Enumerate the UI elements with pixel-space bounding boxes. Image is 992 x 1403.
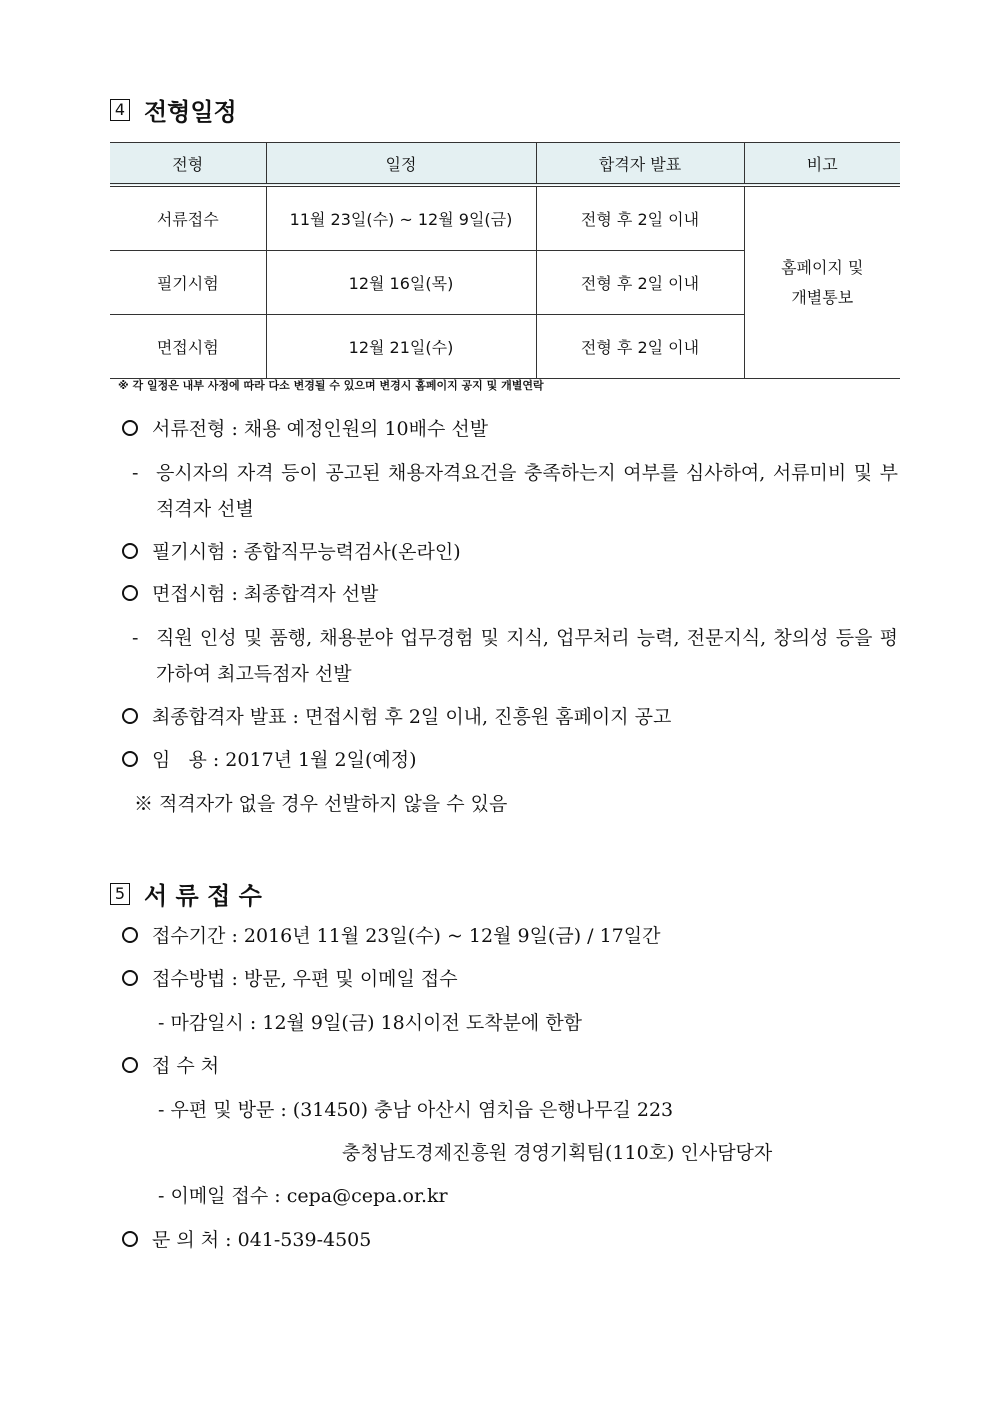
section-4-number: 4	[110, 99, 130, 121]
item-interview-detail	[132, 620, 898, 692]
detail-text: 직원 인성 및 품행, 채용분야 업무경험 및 지식, 업무처리 능력, 전문지식, 창의성 등을 평가하여 최고득점자 선발	[156, 627, 898, 685]
item-text: 필기시험 : 종합직무능력검사(온라인)	[152, 541, 461, 563]
header-remark: 비고	[744, 143, 900, 186]
dash-icon: -	[132, 462, 139, 484]
item-final-announce	[122, 702, 671, 729]
item-mail-visit: - 우편 및 방문 : (31450) 충남 아산시 염치읍 은행나무길 223	[158, 1099, 674, 1121]
email-text: - 이메일 접수 : cepa@cepa.or.kr	[158, 1185, 448, 1207]
remark-line-2: 개별통보	[791, 287, 854, 307]
dash-icon: -	[132, 627, 139, 649]
circle-bullet-icon	[122, 585, 138, 601]
section-4-title	[110, 92, 237, 127]
header-stage: 전형	[110, 143, 266, 186]
item-written-exam	[122, 537, 461, 564]
circle-bullet-icon	[122, 1231, 138, 1247]
cell-date: 12월 21일(수)	[266, 315, 536, 379]
table-note: ※ 각 일정은 내부 사정에 따라 다소 변경될 수 있으며 변경시 홈페이지 공지 및 개별연락	[118, 379, 544, 392]
item-text: 서류전형 : 채용 예정인원의 10배수 선발	[152, 418, 489, 440]
item-text: 접수기간 : 2016년 11월 23일(수) ~ 12월 9일(금) / 17일간	[152, 925, 661, 947]
item-text: 면접시험 : 최종합격자 선발	[152, 583, 379, 605]
table-row	[110, 185, 900, 251]
schedule-table	[110, 142, 900, 379]
circle-bullet-icon	[122, 708, 138, 724]
section-4-title-text: 전형일정	[144, 98, 237, 126]
cell-date: 12월 16일(목)	[266, 251, 536, 315]
section-5-number: 5	[110, 883, 130, 905]
cell-stage: 서류접수	[110, 185, 266, 251]
item-email	[158, 1181, 448, 1208]
header-date: 일정	[266, 143, 536, 186]
item-method	[122, 964, 458, 991]
section-5-title	[110, 876, 262, 911]
item-text: 최종합격자 발표 : 면접시험 후 2일 이내, 진흥원 홈페이지 공고	[152, 706, 672, 728]
item-text: 임 용 : 2017년 1월 2일(예정)	[152, 749, 417, 771]
circle-bullet-icon	[122, 970, 138, 986]
item-contact	[122, 1225, 371, 1252]
item-place	[122, 1051, 219, 1078]
item-text: 접 수 처	[152, 1055, 220, 1077]
cell-stage: 필기시험	[110, 251, 266, 315]
cell-announce: 전형 후 2일 이내	[536, 185, 744, 251]
item-mail-visit-2: 충청남도경제진흥원 경영기획팀(110호) 인사담당자	[342, 1142, 773, 1164]
cell-announce: 전형 후 2일 이내	[536, 251, 744, 315]
section-5-title-text: 서 류 접 수	[144, 882, 262, 910]
cell-remark	[744, 185, 900, 379]
item-appointment	[122, 745, 417, 772]
circle-bullet-icon	[122, 927, 138, 943]
circle-bullet-icon	[122, 1057, 138, 1073]
remark-line-1: 홈페이지 및	[781, 257, 864, 277]
header-announce: 합격자 발표	[536, 143, 744, 186]
table-header-row	[110, 143, 900, 186]
circle-bullet-icon	[122, 420, 138, 436]
item-doc-screening-detail	[132, 455, 898, 527]
detail-text: 응시자의 자격 등이 공고된 채용자격요건을 충족하는지 여부를 심사하여, 서류미비 및 부적격자 선별	[156, 462, 898, 520]
item-doc-screening	[122, 414, 488, 441]
item-interview	[122, 579, 378, 606]
cell-stage: 면접시험	[110, 315, 266, 379]
item-note: ※ 적격자가 없을 경우 선발하지 않을 수 있음	[134, 793, 508, 815]
item-text: 문 의 처 : 041-539-4505	[152, 1229, 372, 1251]
item-period	[122, 921, 660, 948]
item-text: 접수방법 : 방문, 우편 및 이메일 접수	[152, 968, 458, 990]
cell-date: 11월 23일(수) ~ 12월 9일(금)	[266, 185, 536, 251]
circle-bullet-icon	[122, 751, 138, 767]
item-deadline: - 마감일시 : 12월 9일(금) 18시이전 도착분에 한함	[158, 1012, 583, 1034]
cell-announce: 전형 후 2일 이내	[536, 315, 744, 379]
circle-bullet-icon	[122, 543, 138, 559]
